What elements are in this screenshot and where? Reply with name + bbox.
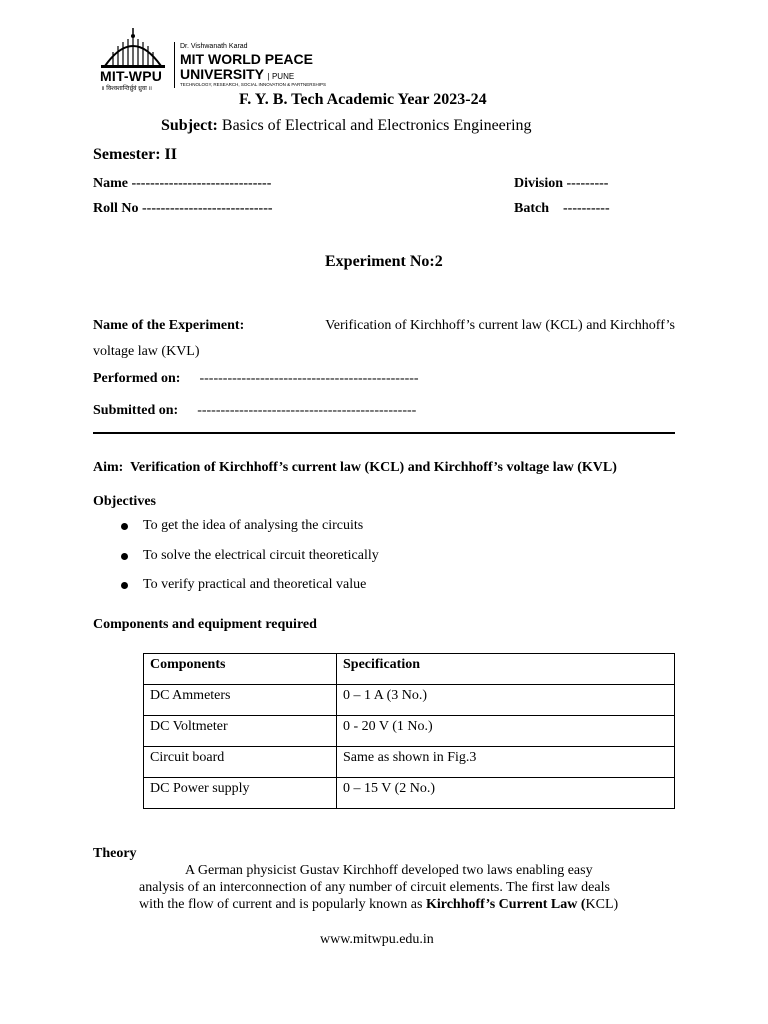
logo-name-line2 [180, 66, 294, 82]
theory-paragraph [139, 862, 673, 913]
table-cell: 0 – 15 V (2 No.) [337, 778, 675, 809]
components-table [143, 653, 675, 809]
logo-university: UNIVERSITY [180, 66, 264, 82]
table-header-row [144, 654, 675, 685]
batch-field: Batch ---------- [514, 201, 610, 216]
list-item: To verify practical and theoretical value [93, 577, 673, 607]
objectives-heading: Objectives [93, 494, 156, 509]
aim-label: Aim: [93, 460, 124, 475]
logo-founder: Dr. Vishwanath Karad [180, 43, 248, 50]
table-row [144, 716, 675, 747]
logo-name-line1: MIT WORLD PEACE [180, 51, 313, 67]
logo-short-name: MIT-WPU [100, 68, 163, 84]
theory-line-1: A German physicist Gustav Kirchhoff developed two laws enabling easy [185, 863, 593, 878]
performed-label: Performed on: [93, 371, 181, 386]
table-cell: 0 - 20 V (1 No.) [337, 716, 675, 747]
table-row [144, 778, 675, 809]
subject-value: Basics of Electrical and Electronics Engineering [221, 117, 532, 134]
experiment-name-value-line2: voltage law (KVL) [93, 344, 200, 359]
aim [93, 460, 617, 476]
roll-no-field: Roll No ---------------------------- [93, 201, 273, 216]
table-cell: 0 – 1 A (3 No.) [337, 685, 675, 716]
logo-divider [174, 42, 175, 88]
logo-tagline: TECHNOLOGY, RESEARCH, SOCIAL INNOVATION & PARTNERSHIPS [180, 82, 326, 87]
kcl-term: Kirchhoff’s Current Law ( [425, 897, 586, 912]
column-header-specification: Specification [337, 654, 675, 685]
experiment-name-label: Name of the Experiment: [93, 318, 245, 333]
university-logo [93, 28, 326, 92]
experiment-number: Experiment No:2 [325, 253, 443, 270]
bullet-icon [121, 553, 128, 560]
bullet-icon [121, 582, 128, 589]
dome-emblem-icon [93, 28, 173, 72]
table-cell: DC Ammeters [144, 685, 337, 716]
experiment-name-value-line1: Verification of Kirchhoff’s current law (KCL) and Kirchhoff’s [325, 318, 675, 333]
list-item: To solve the electrical circuit theoretically [93, 548, 673, 578]
table-cell: DC Voltmeter [144, 716, 337, 747]
table-cell: Same as shown in Fig.3 [337, 747, 675, 778]
components-heading: Components and equipment required [93, 617, 317, 632]
subject-line [161, 117, 532, 135]
footer-url[interactable]: www.mitwpu.edu.in [320, 932, 434, 947]
theory-heading: Theory [93, 846, 137, 861]
list-item: To get the idea of analysing the circuits [93, 518, 673, 548]
bullet-icon [121, 523, 128, 530]
document-title: F. Y. B. Tech Academic Year 2023-24 [239, 91, 487, 108]
performed-on [93, 371, 419, 387]
column-header-components: Components [144, 654, 337, 685]
semester: Semester: II [93, 146, 177, 163]
table-cell: Circuit board [144, 747, 337, 778]
submitted-label: Submitted on: [93, 403, 179, 418]
subject-label: Subject: [161, 117, 218, 134]
section-divider [93, 432, 675, 434]
logo-hindi-tagline: ॥ विश्वशान्तिर्ध्रुवं ध्रुवा ॥ [101, 86, 153, 92]
theory-line-3: with the flow of current and is popularly known as Kirchhoff’s Current Law (KCL) [139, 897, 619, 912]
division-field: Division --------- [514, 176, 609, 191]
submitted-on [93, 403, 416, 419]
table-row [144, 747, 675, 778]
performed-value: ----------------------------------------------- [199, 371, 419, 386]
aim-text: Verification of Kirchhoff’s current law (KCL) and Kirchhoff’s voltage law (KVL) [130, 460, 617, 475]
table-cell: DC Power supply [144, 778, 337, 809]
name-field: Name ------------------------------ [93, 176, 272, 191]
logo-city: | PUNE [267, 72, 295, 81]
submitted-value: ----------------------------------------------- [197, 403, 417, 418]
theory-line-2: analysis of an interconnection of any number of circuit elements. The first law deals [139, 880, 610, 895]
objectives-list [93, 518, 673, 607]
table-row [144, 685, 675, 716]
experiment-name [93, 313, 675, 365]
